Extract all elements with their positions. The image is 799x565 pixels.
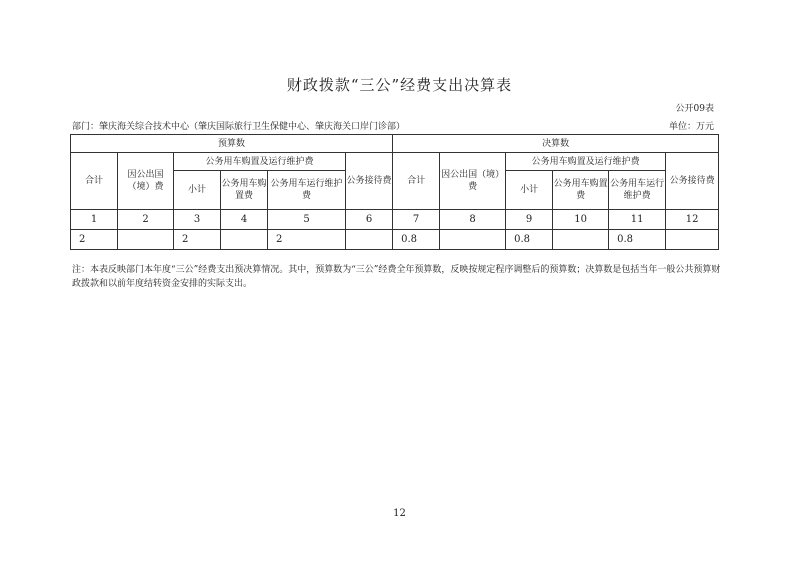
budget-vehicle-group-header: 公务用车购置及运行维护费 [174, 153, 346, 171]
page-title: 财政拨款“三公”经费支出决算表 [286, 76, 513, 94]
budget-reception-header: 公务接待费 [346, 153, 393, 210]
data-cell [118, 230, 174, 250]
data-cell: 2 [71, 230, 118, 250]
index-cell: 12 [666, 210, 719, 230]
index-cell: 10 [553, 210, 609, 230]
data-cell [553, 230, 609, 250]
budget-abroad-header: 因公出国（境）费 [118, 153, 174, 210]
actual-total-header: 合计 [393, 153, 440, 210]
expenditure-table [70, 134, 719, 250]
actual-vehicle-operation-header: 公务用车运行维护费 [609, 171, 666, 210]
budget-vehicle-operation-header: 公务用车运行维护费 [268, 171, 346, 210]
index-cell: 7 [393, 210, 440, 230]
budget-total-header: 合计 [71, 153, 118, 210]
data-cell [666, 230, 719, 250]
index-cell: 8 [440, 210, 506, 230]
page-number: 12 [393, 508, 406, 519]
actual-vehicle-purchase-header: 公务用车购置费 [553, 171, 609, 210]
data-cell: 0.8 [609, 230, 666, 250]
data-cell [440, 230, 506, 250]
data-cell: 2 [174, 230, 221, 250]
index-cell: 2 [118, 210, 174, 230]
form-code: 公开09表 [675, 104, 714, 114]
actual-reception-header: 公务接待费 [666, 153, 719, 210]
budget-vehicle-purchase-header: 公务用车购置费 [221, 171, 268, 210]
index-cell: 11 [609, 210, 666, 230]
department-label: 部门：肇庆海关综合技术中心（肇庆国际旅行卫生保健中心、肇庆海关口岸门诊部） [72, 122, 406, 132]
index-cell: 6 [346, 210, 393, 230]
data-cell: 0.8 [393, 230, 440, 250]
data-cell [346, 230, 393, 250]
index-cell: 1 [71, 210, 118, 230]
table-row-index [71, 210, 719, 230]
actual-header: 决算数 [393, 135, 719, 153]
actual-abroad-header: 因公出国（境）费 [440, 153, 506, 210]
budget-header: 预算数 [71, 135, 393, 153]
index-cell: 9 [506, 210, 553, 230]
data-cell: 2 [268, 230, 346, 250]
index-cell: 3 [174, 210, 221, 230]
actual-vehicle-group-header: 公务用车购置及运行维护费 [506, 153, 666, 171]
budget-subtotal-header: 小计 [174, 171, 221, 210]
data-cell [221, 230, 268, 250]
index-cell: 4 [221, 210, 268, 230]
index-cell: 5 [268, 210, 346, 230]
actual-subtotal-header: 小计 [506, 171, 553, 210]
data-cell: 0.8 [506, 230, 553, 250]
unit-label: 单位：万元 [668, 122, 714, 132]
table-row-data [71, 230, 719, 250]
table-note: 注：本表反映部门本年度“三公”经费支出预决算情况。其中，预算数为“三公”经费全年预算数，反映按规定程序调整后的预算数；决算数是包括当年一般公共预算财政拨款和以前年度结转资金安排的实际支出。 [72, 265, 721, 289]
